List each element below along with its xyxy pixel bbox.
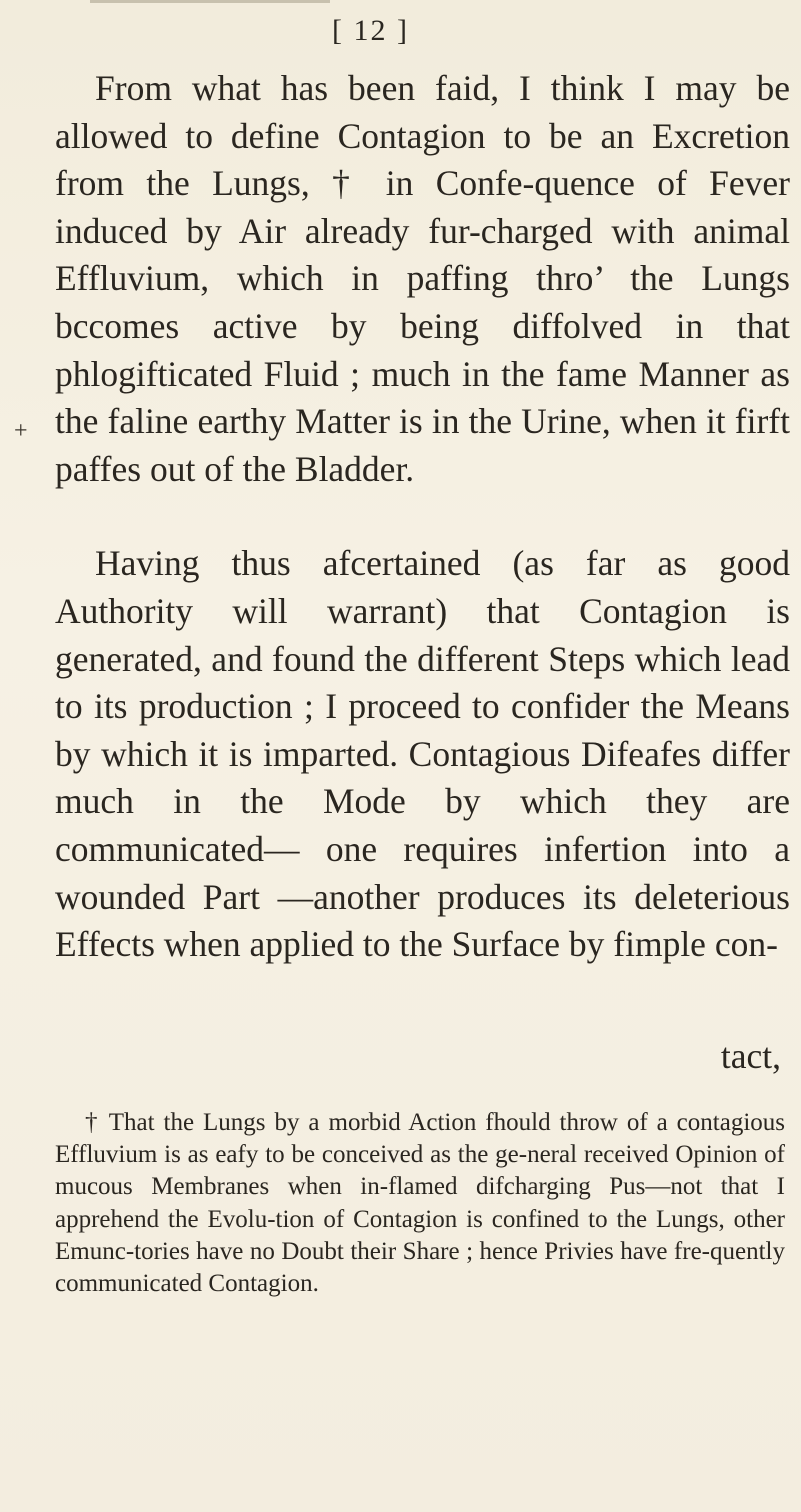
- margin-mark: +: [14, 418, 28, 444]
- main-text: [55, 65, 790, 969]
- paragraph-1: From what has been faid, I think I may be allowed to define Contagion to be an Excretion from the Lungs, † in Confe-quence of Fever induced by Air already fur-charged with animal Effluvium, which in paffing thro’ the Lungs bccomes active by being diffolved in that phlogifticated Fluid ; much in the fame Manner as the faline earthy Matter is in the Urine, when it firft paffes out of the Bladder.: [55, 68, 790, 489]
- footnote-text: † That the Lungs by a morbid Action fhould throw of a contagious Effluvium is as eafy to be conceived as the ge-neral received Opinion of mucous Membranes when in-flamed difcharging Pus—not that I apprehend the Evolu-tion of Contagion is confined to the Lungs, other Emunc-tories have no Doubt their Share ; hence Privies have fre-quently communicated Contagion.: [55, 1109, 785, 1298]
- footnote: [55, 1107, 785, 1300]
- page-number: [ 12 ]: [332, 14, 409, 47]
- top-rule: [90, 0, 330, 3]
- catchword: tact,: [720, 1036, 781, 1076]
- paragraph-2: Having thus afcertained (as far as good Authority will warrant) that Contagion is generated, and found the different Steps which lead to its production ; I proceed to confider the Means by which it is imparted. Contagious Difeafes differ much in the Mode by which they are communicated— one requires infertion into a wounded Part —another produces its deleterious Effects when applied to the Surface by fimple con-: [55, 543, 790, 965]
